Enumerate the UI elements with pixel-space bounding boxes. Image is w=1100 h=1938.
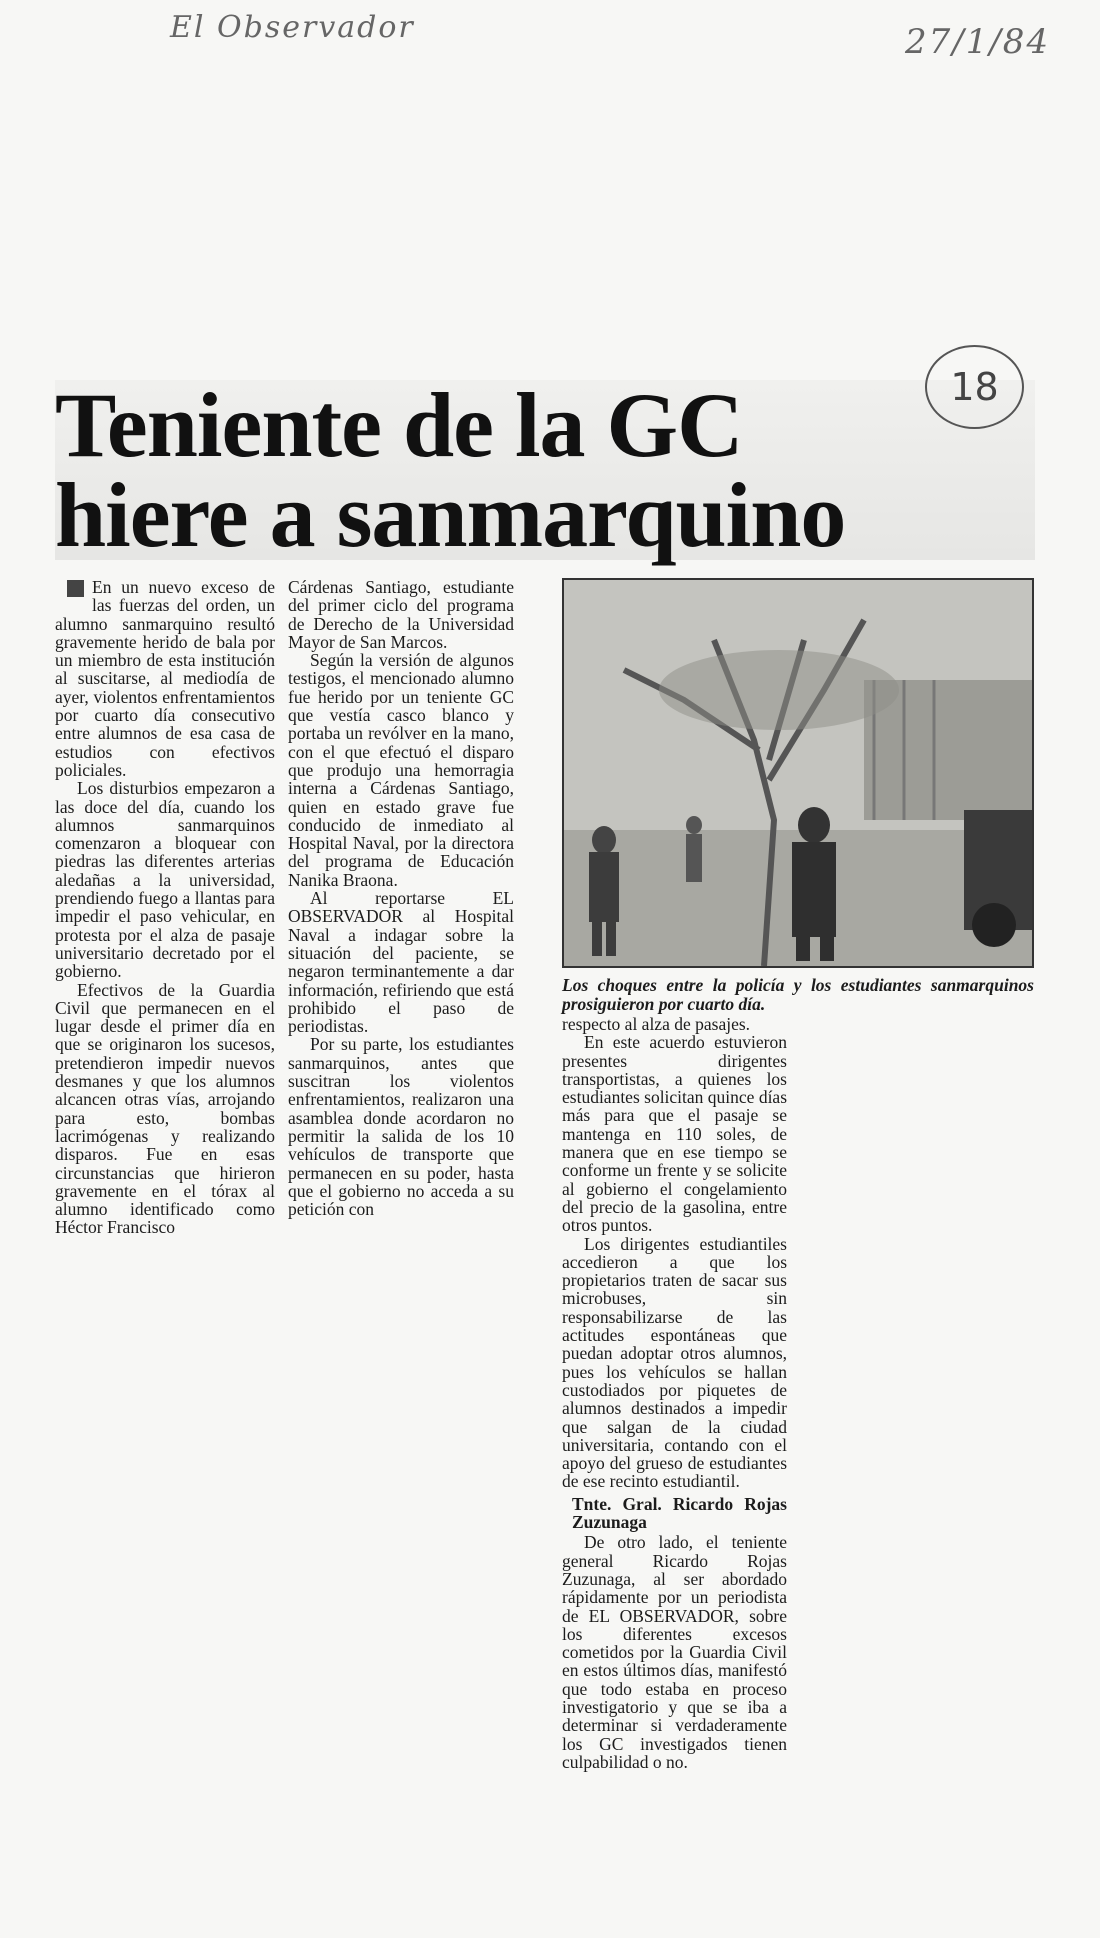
photo-caption: Los choques entre la policía y los estudiantes sanmarquinos prosiguieron por cuarto día. xyxy=(562,975,1034,1014)
headline xyxy=(55,374,1035,566)
paragraph: En un nuevo exceso de las fuerzas del orden, un alumno sanmarquino resultó gravemente herido de bala por un miembro de esta institución al suscitarse, al mediodía de ayer, violentos enfrentamientos por cuarto día consecutivo entre alumnos de esa casa de estudios con efectivos policiales. xyxy=(55,577,275,780)
paragraph: De otro lado, el teniente general Ricardo Rojas Zuzunaga, al ser abordado rápidamente por un periodista de EL OBSERVADOR, sobre los diferentes excesos cometidos por la Guardia Civil en estos últimos días, manifestó que todo estaba en proceso investigatorio y que se iba a determinar si verdaderamente los GC investigados tienen culpabilidad o no. xyxy=(562,1532,787,1772)
paragraph: Los disturbios empezaron a las doce del día, cuando los alumnos sanmarquinos comenzaron a bloquear con piedras las diferentes arterias aledañas a la universidad, prendiendo fuego a llantas para impedir el paso vehicular, en protesta por el alza de pasaje universitario decretado por el gobierno. xyxy=(55,778,275,982)
lead-square-icon xyxy=(67,580,84,597)
article-column-1 xyxy=(55,578,275,1237)
handwritten-date-note: 27/1/84 xyxy=(905,22,1051,62)
headline-line-2: hiere a sanmarquino xyxy=(55,464,846,566)
article-column-3 xyxy=(562,1015,787,1771)
paragraph: respecto al alza de pasajes. xyxy=(562,1014,751,1034)
paragraph: En este acuerdo estuvieron presentes dirigentes transportistas, a quienes los estudiantes solicitan quince días más para que el pasaje se mantenga en 110 soles, de manera que en ese tiempo se conforme un frente y se solicite al gobierno el congelamiento del precio de la gasolina, entre otros puntos. xyxy=(562,1032,788,1236)
paragraph: Efectivos de la Guardia Civil que permanecen en el lugar desde el primer día en que se originaron los sucesos, pretendieron impedir nuevos desmanes y que los alumnos alcancen otras vías, arrojando para esto, bombas lacrimógenas y realizando disparos. Fue en esas circunstancias que hirieron gravemente en el tórax al alumno identificado como Héctor Francisco xyxy=(55,979,275,1238)
photo-illustration xyxy=(564,580,1032,966)
article-column-2 xyxy=(288,578,514,1218)
paragraph: Cárdenas Santiago, estudiante del primer ciclo del programa de Derecho de la Universidad Mayor de San Marcos. xyxy=(288,577,514,652)
handwritten-source-note: El Observador xyxy=(170,10,415,45)
newspaper-clipping xyxy=(55,365,1035,1772)
circled-number-mark: 18 xyxy=(925,345,1024,429)
subheading: Tnte. Gral. Ricardo Rojas Zuzunaga xyxy=(572,1493,787,1533)
news-photo xyxy=(562,578,1034,968)
article-columns xyxy=(55,578,1035,1938)
paragraph: Por su parte, los estudiantes sanmarquinos, antes que suscitran los violentos enfrentamientos, realizaron una asamblea donde acordaron no permitir la salida de los 10 vehículos de transporte que permanecen en su poder, hasta que el gobierno no acceda a su petición con xyxy=(288,1034,514,1220)
paragraph: Al reportarse EL OBSERVADOR al Hospital Naval a indagar sobre la situación del paciente, se negaron terminantemente a dar información, refiriendo que está prohibido el paso de periodistas. xyxy=(288,888,514,1037)
paragraph: Los dirigentes estudiantiles accedieron a que los propietarios traten de sacar sus microbuses, sin responsabilizarse de las actitudes espontáneas que puedan adoptar otros alumnos, pues los vehículos se hallan custodiados por piquetes de alumnos destinados a impedir que salgan de la ciudad universitaria, contando con el apoyo del grueso de estudiantes de ese recinto estudiantil. xyxy=(562,1233,787,1492)
photo-block xyxy=(562,578,1034,1014)
headline-line-1: Teniente de la GC xyxy=(55,374,743,476)
paragraph: Según la versión de algunos testigos, el mencionado alumno fue herido por un teniente GC que vestía casco blanco y portaba un revólver en la mano, con el que efectuó el disparo que produjo una hemorragia interna a Cárdenas Santiago, quien en estado grave fue conducido de inmediato al Hospital Naval, por la directora del programa de Educación Nanika Braona. xyxy=(288,650,514,890)
